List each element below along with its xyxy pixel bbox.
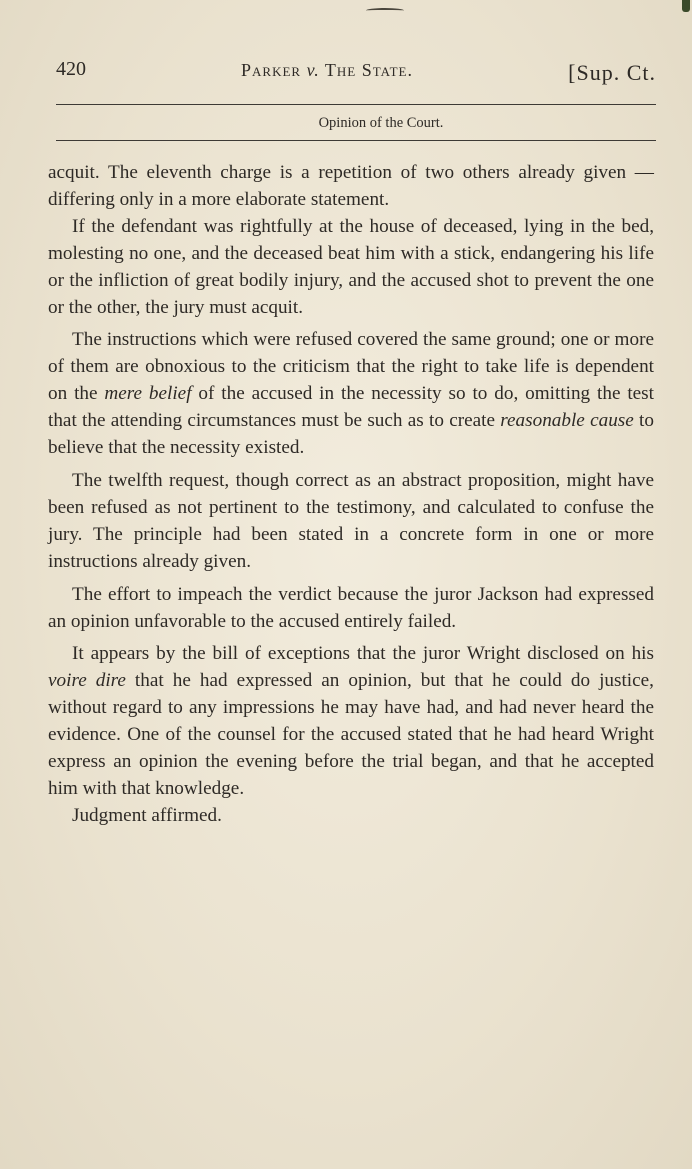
case-title-versus: v.	[306, 60, 320, 80]
paragraph-5: The effort to impeach the verdict because the juror Jackson had expressed an opinion unfavorable to the accused entirely failed.	[48, 583, 654, 632]
header-rule-bottom	[56, 140, 656, 141]
top-ornament	[366, 8, 404, 13]
section-heading: Opinion of the Court.	[318, 115, 444, 131]
paragraph-3-text-c: to believe that the necessity existed.	[48, 410, 654, 459]
paragraph-6-text-a: It appears by the bill of exceptions that the juror Wright disclosed on his	[72, 643, 654, 665]
paragraph-6	[48, 641, 654, 802]
case-title-party2: The State.	[324, 60, 413, 80]
paragraph-6-italic-voire-dire: voire dire	[48, 670, 126, 692]
paragraph-3-text-a: The instructions which were refused covered the same ground; one or more of them are obnoxious to the criticism that the right to take life is dependent on the	[48, 329, 654, 405]
header-rule-top	[56, 104, 656, 105]
paragraph-3-italic-reasonable-cause: reasonable cause	[500, 410, 634, 432]
paragraph-2: If the defendant was rightfully at the house of deceased, lying in the bed, molesting no one, and the deceased beat him with a stick, endangering his life or the infliction of great bodily injury, and the accused shot to prevent the one or the other, the jury must acquit.	[48, 215, 654, 318]
paragraph-7: Judgment affirmed.	[72, 804, 222, 826]
corner-mark	[682, 0, 690, 12]
court-reference: [Sup. Ct.	[568, 60, 656, 85]
paragraph-1: acquit. The eleventh charge is a repetition of two others already given — differing only in a more elaborate statement.	[48, 162, 654, 210]
paragraph-3-italic-mere-belief: mere belief	[104, 383, 192, 405]
page-number: 420	[56, 58, 86, 80]
paragraph-3-text-b: of the accused in the necessity so to do, omitting the test that the attending circumstances must be such as to create	[48, 383, 654, 432]
case-title	[241, 60, 413, 81]
case-title-party1: Parker	[241, 60, 302, 80]
paragraph-4: The twelfth request, though correct as an abstract proposition, might have been refused as not pertinent to the testimony, and calculated to confuse the jury. The principle had been stated in a concrete form in one or more instructions already given.	[48, 469, 654, 572]
opinion-body	[48, 160, 654, 830]
running-head	[56, 58, 656, 92]
paragraph-3	[48, 327, 654, 462]
paragraph-6-text-b: that he had expressed an opinion, but that he could do justice, without regard to any impressions he may have had, and had never heard the evidence. One of the counsel for the accused stated that he had heard Wright express an opinion the evening before the trial began, and that he accepted him with that knowledge.	[48, 670, 654, 799]
